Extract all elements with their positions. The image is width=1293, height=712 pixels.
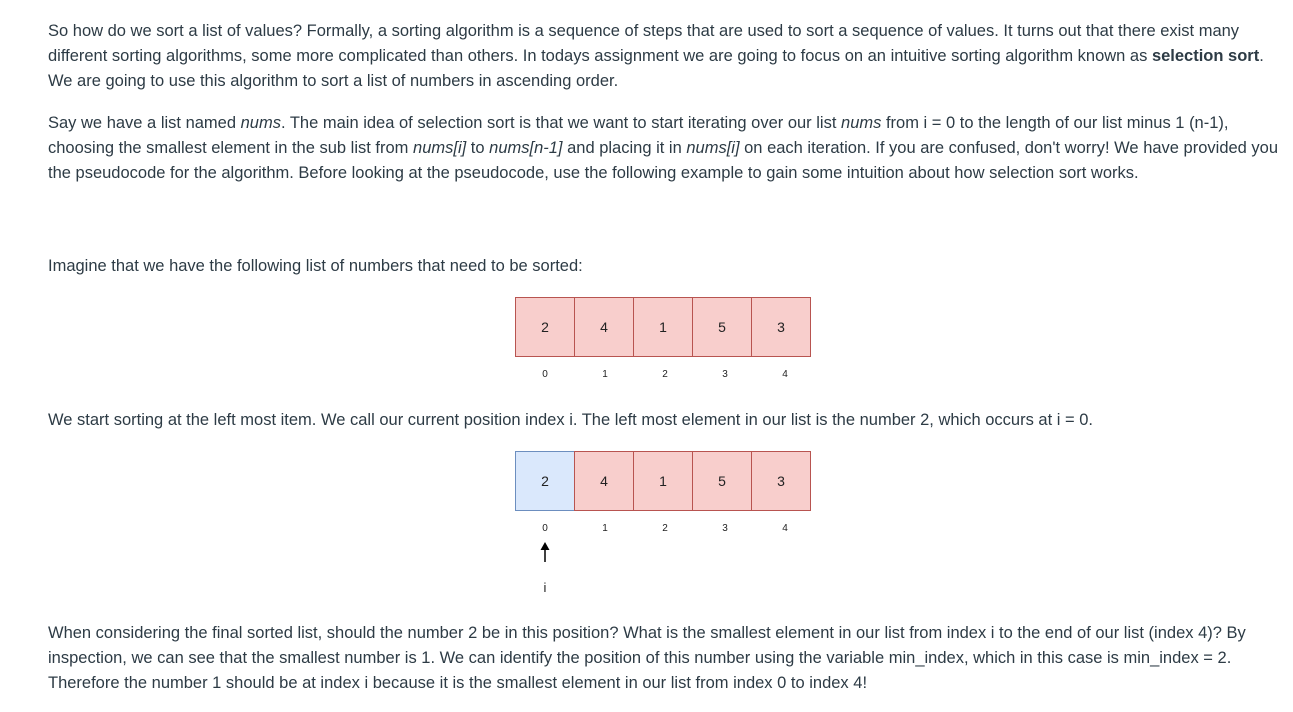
explanation-text: and placing it in (562, 139, 687, 157)
index-label: 4 (782, 369, 788, 380)
explanation-text: on each iteration. If you are confused, don't worry! We have provided you the pseudocode for the algorithm. Before looking at the pseudocode, use the following example to gain some intuition about how selection sort works. (48, 139, 1279, 182)
selection-sort-term: selection sort (1151, 47, 1260, 65)
nums-term: nums (240, 114, 281, 132)
explanation-text: to (466, 139, 490, 157)
index-label: 0 (542, 369, 548, 380)
array-cell: 1 (633, 451, 693, 511)
nums-i-term: nums[i] (686, 139, 740, 157)
analysis-paragraph: When considering the final sorted list, should the number 2 be in this position? What is the smallest element in our list from index i to the end of our list (index 4)? By inspection, we can see that the smallest number is 1. We can identify the position of this number using the variable min_index, which in this case is min_index = 2. Therefore the number 1 should be at index i because it is the smallest element in our list from index 0 to index 4! (48, 624, 1246, 692)
index-label: 2 (662, 523, 668, 534)
start-paragraph: We start sorting at the left most item. We call our current position index i. The left most element in our list is the number 2, which occurs at i = 0. (48, 411, 1093, 429)
index-label: 0 (542, 523, 548, 534)
explanation-paragraph (48, 111, 1280, 186)
array-cell: 5 (692, 451, 752, 511)
explanation-text: from i = 0 to the length of our list minus 1 (n-1), choosing the smallest element in the sub list from (48, 114, 1229, 157)
explanation-text: Say we have a list named (48, 114, 241, 132)
nums-term: nums (841, 114, 882, 132)
index-label: 3 (722, 369, 728, 380)
nums-n-1-term: nums[n-1] (489, 139, 563, 157)
index-pointer (535, 540, 555, 596)
pointer-label: i (543, 580, 547, 595)
up-arrow-icon (541, 542, 550, 562)
array-cell: 2 (515, 297, 575, 357)
nums-i-term: nums[i] (413, 139, 467, 157)
index-label: 1 (602, 369, 608, 380)
index-label: 4 (782, 523, 788, 534)
array-cell: 4 (574, 451, 634, 511)
array-diagram-unsorted (515, 297, 815, 357)
array-indices (515, 369, 815, 383)
array-cell: 3 (751, 297, 811, 357)
explanation-text: . The main idea of selection sort is that we want to start iterating over our list (280, 114, 842, 132)
imagine-paragraph: Imagine that we have the following list of numbers that need to be sorted: (48, 257, 583, 275)
index-label: 2 (662, 369, 668, 380)
array-diagram-pointer (515, 451, 815, 511)
intro-text-end: . We are going to use this algorithm to sort a list of numbers in ascending order. (48, 47, 1264, 90)
array-cell: 4 (574, 297, 634, 357)
index-label: 3 (722, 523, 728, 534)
array-cell: 1 (633, 297, 693, 357)
array-cell: 3 (751, 451, 811, 511)
array-indices (515, 523, 815, 537)
array-cell-current: 2 (515, 451, 575, 511)
index-label: 1 (602, 523, 608, 534)
intro-text: So how do we sort a list of values? Formally, a sorting algorithm is a sequence of steps that are used to sort a sequence of values. It turns out that there exist many different sorting algorithms, some more complicated than others. In todays assignment we are going to focus on an intuitive sorting algorithm known as (48, 22, 1240, 65)
array-cell: 5 (692, 297, 752, 357)
intro-paragraph (48, 19, 1280, 94)
